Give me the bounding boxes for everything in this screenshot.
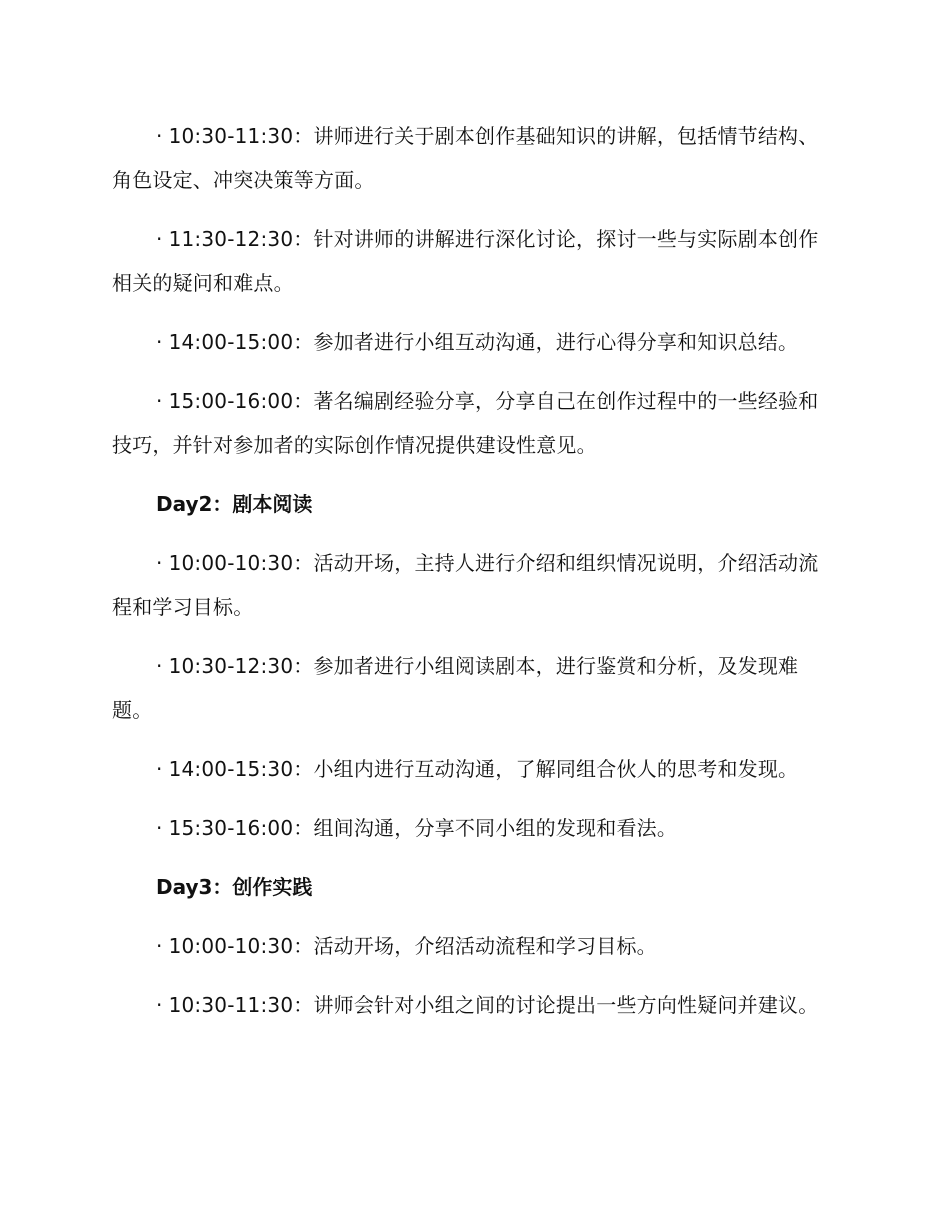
item-time: 15:30-16:00： <box>168 816 314 840</box>
schedule-item <box>112 114 828 202</box>
bullet-icon: · <box>156 757 163 781</box>
item-time: 11:30-12:30： <box>168 227 314 251</box>
document-page <box>112 114 828 1042</box>
item-text: 讲师进行关于剧本创作基础知识的讲解，包括情节结构、角色设定、冲突决策等方面。 <box>112 124 819 192</box>
item-text: 讲师会针对小组之间的讨论提出一些方向性疑问并建议。 <box>313 993 819 1017</box>
day3-heading: Day3：创作实践 <box>156 875 313 899</box>
bullet-icon: · <box>156 934 163 958</box>
bullet-icon: · <box>156 389 163 413</box>
item-time: 10:30-11:30： <box>168 124 314 148</box>
bullet-icon: · <box>156 330 163 354</box>
item-text: 参加者进行小组阅读剧本，进行鉴赏和分析，及发现难题。 <box>112 654 799 722</box>
item-text: 参加者进行小组互动沟通，进行心得分享和知识总结。 <box>313 330 799 354</box>
schedule-item <box>112 379 828 467</box>
schedule-item <box>112 644 828 732</box>
bullet-icon: · <box>156 993 163 1017</box>
bullet-icon: · <box>156 124 163 148</box>
schedule-item <box>112 541 828 629</box>
item-text: 针对讲师的讲解进行深化讨论，探讨一些与实际剧本创作相关的疑问和难点。 <box>112 227 819 295</box>
schedule-item <box>112 747 828 791</box>
bullet-icon: · <box>156 654 163 678</box>
bullet-icon: · <box>156 816 163 840</box>
schedule-item <box>112 320 828 364</box>
item-text: 活动开场，主持人进行介绍和组织情况说明，介绍活动流程和学习目标。 <box>112 551 819 619</box>
item-time: 15:00-16:00： <box>168 389 314 413</box>
item-time: 14:00-15:30： <box>168 757 314 781</box>
bullet-icon: · <box>156 551 163 575</box>
schedule-item <box>112 217 828 305</box>
bullet-icon: · <box>156 227 163 251</box>
schedule-item <box>112 924 828 968</box>
item-time: 14:00-15:00： <box>168 330 314 354</box>
schedule-item <box>112 806 828 850</box>
item-text: 著名编剧经验分享，分享自己在创作过程中的一些经验和技巧，并针对参加者的实际创作情况提供建设性意见。 <box>112 389 819 457</box>
item-time: 10:00-10:30： <box>168 934 314 958</box>
item-time: 10:00-10:30： <box>168 551 314 575</box>
item-text: 组间沟通，分享不同小组的发现和看法。 <box>313 816 678 840</box>
item-time: 10:30-12:30： <box>168 654 314 678</box>
item-text: 活动开场，介绍活动流程和学习目标。 <box>313 934 657 958</box>
day2-heading: Day2：剧本阅读 <box>156 492 313 516</box>
item-time: 10:30-11:30： <box>168 993 314 1017</box>
schedule-item <box>112 983 828 1027</box>
item-text: 小组内进行互动沟通，了解同组合伙人的思考和发现。 <box>313 757 799 781</box>
